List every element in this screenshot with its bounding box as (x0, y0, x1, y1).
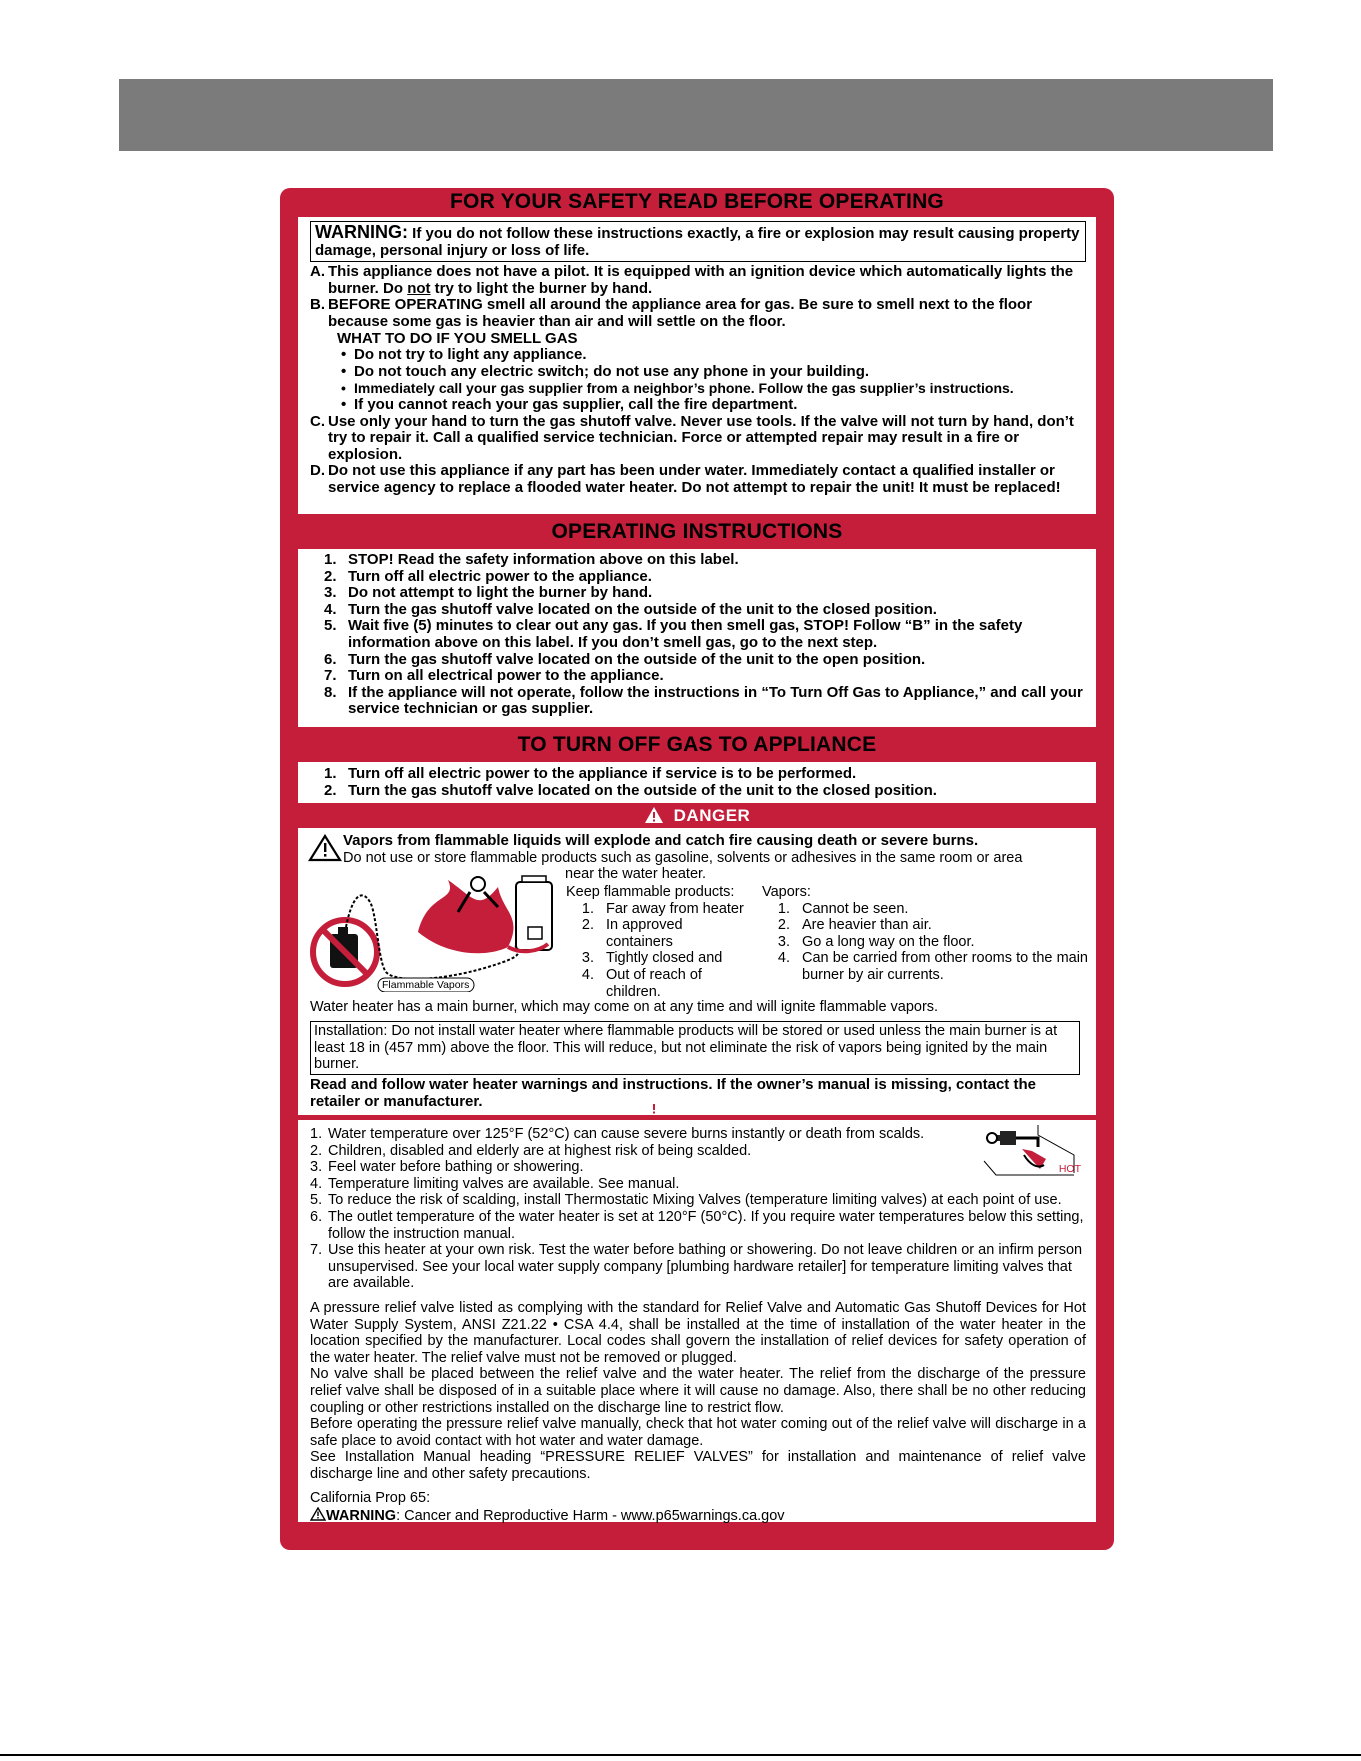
danger-1-headline: Vapors from flammable liquids will explode and catch fire causing death or severe burns. (343, 832, 979, 849)
danger-bar-2 (280, 1098, 1114, 1118)
bullet-text: Immediately call your gas supplier from a neighbor’s phone. Follow the gas supplier’s instructions. (354, 380, 1014, 397)
step-text: If the appliance will not operate, follow the instructions in “To Turn Off Gas to Appliance,” and call your service technician or gas supplier. (348, 683, 1083, 718)
bullet-text: Do not touch any electric switch; do not use any phone in your building. (354, 362, 870, 380)
warning-triangle-icon (310, 1507, 326, 1521)
relief-valve-paragraph: A pressure relief valve listed as complying with the standard for Relief Valve and Automatic Gas Shutoff Devices for Hot Water Supply System, ANSI Z21.22 • CSA 4.4, shall be installed at the time of installation of the water heater in the location specified by the manufacturer. Local codes shall govern the installation of relief devices for safety operation of the water heater. The relief valve must not be removed or plugged. (310, 1299, 1086, 1366)
danger-2-panel (298, 1120, 1096, 1525)
warning-triangle-icon (644, 806, 664, 824)
relief-valve-paragraph: Before operating the pressure relief valve manually, check that hot water coming out of the relief valve will discharge in a safe place to avoid contact with hot water and water damage. (310, 1416, 1086, 1449)
danger-1-panel (298, 828, 1096, 1115)
list-text: Far away from heater (606, 900, 744, 917)
list-number: 6. (310, 1208, 323, 1225)
list-text: Feel water before bathing or showering. (328, 1159, 584, 1176)
step-number: 3. (324, 584, 337, 602)
relief-valve-paragraph: See Installation Manual heading “PRESSURE RELIEF VALVES” for installation and maintenance of relief valve discharge line and other safety precautions. (310, 1449, 1086, 1482)
warning-triangle-icon (644, 1098, 664, 1116)
page-bottom-rule (0, 1754, 1361, 1756)
smell-gas-heading: WHAT TO DO IF YOU SMELL GAS (337, 329, 578, 347)
step-text: STOP! Read the safety information above on this label. (348, 551, 739, 568)
list-text: Cannot be seen. (802, 900, 909, 917)
item-text: Use only your hand to turn the gas shutoff valve. Never use tools. If the valve will not turn by hand, don’t try to repair it. Call a qualified service technician. Force or attempted repair may result in a fire or explosion. (328, 412, 1074, 463)
step-number: 8. (324, 683, 337, 701)
warning-triangle-icon (308, 834, 342, 862)
header-bar (119, 79, 1273, 151)
list-text: To reduce the risk of scalding, install Thermostatic Mixing Valves (temperature limiting valves) at each point of use. (328, 1192, 1062, 1209)
safety-title: FOR YOUR SAFETY READ BEFORE OPERATING (450, 190, 944, 213)
danger-label: DANGER (673, 806, 751, 825)
item-marker: A. (310, 263, 325, 281)
safety-item-c (310, 414, 1086, 464)
step-number: 1. (324, 765, 337, 782)
installation-box: Installation: Do not install water heater where flammable products will be stored or used unless the main burner is at least 18 in (457 mm) above the floor. This will reduce, but not eliminate the risk of vapors being ignited by the main burner. (310, 1021, 1080, 1075)
step-number: 2. (324, 781, 337, 799)
list-text: Are heavier than air. (802, 917, 932, 934)
safety-panel (298, 217, 1096, 514)
prop65-warning-text: : Cancer and Reproductive Harm - www.p65warnings.ca.gov (396, 1508, 785, 1525)
list-text: Tightly closed and (606, 950, 723, 967)
warning-text: If you do not follow these instructions exactly, a fire or explosion may result causing property damage, personal injury or loss of life. (315, 225, 1080, 259)
step-text: Wait five (5) minutes to clear out any gas. If you then smell gas, STOP! Follow “B” in the safety information above on this label. If you don’t smell gas, go to the next step. (348, 617, 1023, 651)
turn-off-title: TO TURN OFF GAS TO APPLIANCE (517, 733, 877, 756)
hot-label: HOT (1058, 1163, 1081, 1175)
read-follow-warning: Read and follow water heater warnings and instructions. If the owner’s manual is missing, contact the retailer or manufacturer. (310, 1076, 1036, 1110)
step-number: 2. (324, 567, 337, 585)
list-text: Use this heater at your own risk. Test the water before bathing or showering. Do not leave children or an infirm person unsupervised. See your local water supply company [plumbing hardware retailer] for temperature limiting valves that are available. (328, 1242, 1083, 1292)
list-text: Out of reach of children. (606, 966, 702, 1000)
list-number: 1. (777, 900, 790, 917)
danger-1-intro: Do not use or store flammable products such as gasoline, solvents or adhesives in the same room or area (343, 850, 1023, 866)
relief-valve-paragraph: No valve shall be placed between the relief valve and the water heater. The relief from the discharge of the pressure relief valve shall be disposed of in a suitable place where it will cause no damage. Also, there shall be no other reducing coupling or other restrictions installed on the discharge line to restrict flow. (310, 1366, 1086, 1416)
operating-panel (298, 549, 1096, 727)
safety-item-a (310, 264, 1086, 297)
list-text: Children, disabled and elderly are at highest risk of being scalded. (328, 1142, 752, 1159)
item-text: This appliance does not have a pilot. It is equipped with an ignition device which automatically lights the burner. Do (328, 263, 1074, 297)
list-number: 4. (581, 966, 594, 983)
step-number: 7. (324, 667, 337, 685)
operating-title: OPERATING INSTRUCTIONS (551, 520, 843, 543)
list-number: 7. (310, 1242, 323, 1259)
warning-word: WARNING: (315, 222, 408, 242)
step-number: 6. (324, 650, 337, 668)
list-number: 5. (310, 1192, 323, 1209)
keep-flammable-list (566, 884, 746, 1000)
keep-heading: Keep flammable products: (566, 884, 735, 900)
smell-gas-bullets: • Do not try to light any appliance. • Do not touch any electric switch; do not use any phone in your building. • Immediately call your gas supplier from a neighbor’s phone. Follow the gas supplier’s instructions. • If you cannot reach your gas supplier, call the fire department. (341, 346, 1014, 413)
prop65-warning-word: WARNING (326, 1508, 397, 1525)
item-marker: D. (310, 462, 325, 480)
list-number: 3. (310, 1159, 323, 1176)
step-text: Do not attempt to light the burner by hand. (348, 584, 653, 602)
burner-warning: Water heater has a main burner, which may come on at any time and will ignite flammable vapors. (310, 999, 939, 1015)
list-number: 4. (777, 950, 790, 967)
list-text: Water temperature over 125°F (52°C) can cause severe burns instantly or death from scalds. (328, 1126, 925, 1142)
safety-item-d (310, 463, 1086, 496)
flammable-vapors-illustration (308, 872, 558, 992)
prop65-heading: California Prop 65: (310, 1490, 431, 1507)
flammable-vapors-label: Flammable Vapors (382, 979, 470, 991)
step-text: Turn on all electrical power to the appliance. (348, 667, 664, 685)
turn-off-panel (298, 762, 1096, 803)
prop65-warning (310, 1507, 1086, 1525)
bullet-text: If you cannot reach your gas supplier, call the fire department. (354, 395, 798, 413)
step-number: 5. (324, 617, 337, 635)
vapors-heading: Vapors: (762, 884, 811, 900)
item-marker: C. (310, 412, 325, 430)
step-text: Turn off all electric power to the appliance if service is to be performed. (348, 765, 857, 782)
list-number: 4. (310, 1175, 323, 1192)
list-number: 3. (581, 950, 594, 967)
item-text: try to light the burner by hand. (430, 279, 653, 297)
safety-label (280, 188, 1114, 1550)
step-text: Turn the gas shutoff valve located on the outside of the unit to the closed position. (348, 600, 937, 618)
list-text: Can be carried from other rooms to the main burner by air currents. (802, 950, 1088, 983)
list-number: 3. (777, 933, 790, 950)
bullet-text: Do not try to light any appliance. (354, 346, 587, 364)
step-text: Turn the gas shutoff valve located on the outside of the unit to the open position. (348, 650, 926, 668)
item-text: BEFORE OPERATING smell all around the appliance area for gas. Be sure to smell next to the floor because some gas is heavier than air and will settle on the floor. (328, 296, 1033, 330)
item-marker: B. (310, 296, 325, 314)
step-text: Turn the gas shutoff valve located on the outside of the unit to the closed position. (348, 781, 937, 799)
step-number: 1. (324, 551, 337, 568)
safety-item-b (310, 297, 1086, 330)
list-text: Temperature limiting valves are available. See manual. (328, 1175, 680, 1192)
list-number: 2. (777, 917, 790, 934)
list-number: 1. (310, 1126, 323, 1142)
item-text: Do not use this appliance if any part has been under water. Immediately contact a qualified installer or service agency to replace a flooded water heater. Do not attempt to repair the unit! It must be replaced! (328, 462, 1061, 496)
list-text: In approved containers (606, 917, 683, 950)
list-text: Go a long way on the floor. (802, 933, 975, 950)
list-number: 2. (581, 917, 594, 934)
danger-label: DANGER (673, 1098, 751, 1117)
step-number: 4. (324, 600, 337, 618)
warning-box (310, 221, 1086, 262)
underlined-word: not (407, 279, 431, 297)
list-number: 2. (310, 1142, 323, 1159)
vapors-list (762, 884, 1088, 984)
step-text: Turn off all electric power to the appliance. (348, 567, 652, 585)
list-text: The outlet temperature of the water heater is set at 120°F (50°C). If you require water temperatures below this setting, follow the instruction manual. (328, 1208, 1084, 1242)
list-number: 1. (581, 900, 594, 917)
danger-bar-1 (280, 806, 1114, 826)
danger-1-intro-cont: near the water heater. (565, 866, 707, 882)
